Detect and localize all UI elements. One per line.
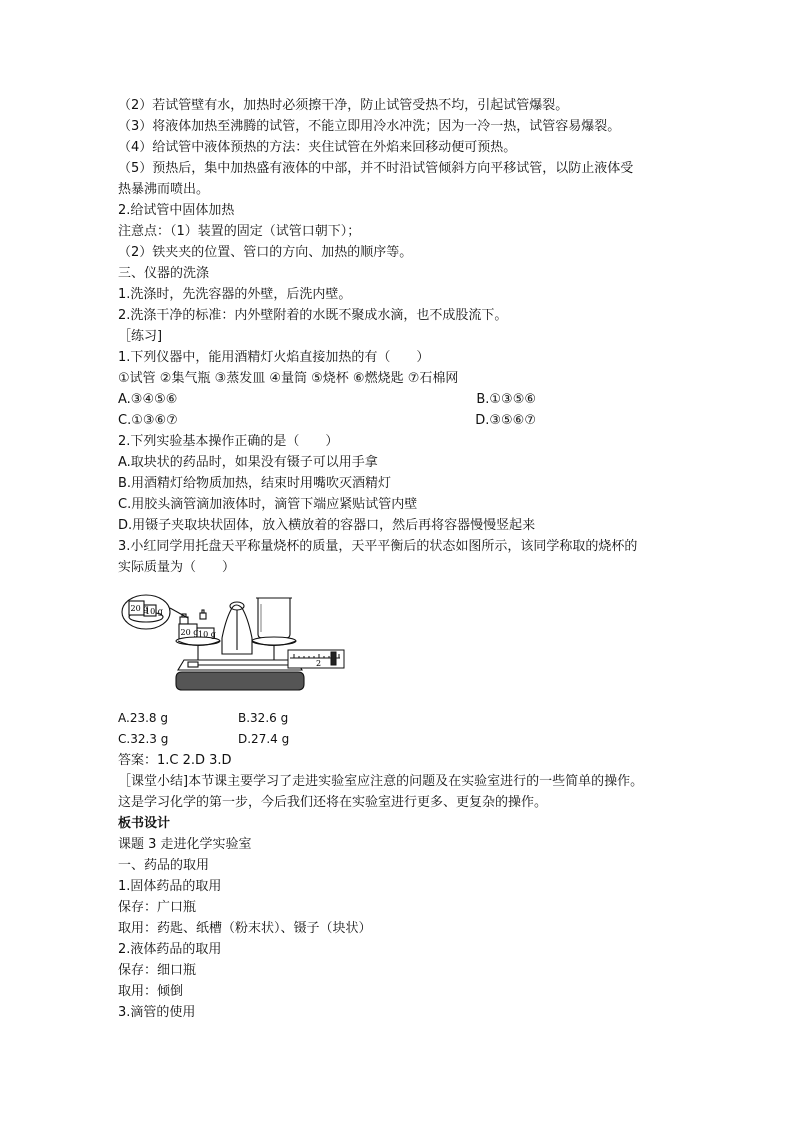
- balance-illustration: [118, 584, 358, 704]
- weight-label-20: 20 g: [180, 628, 199, 637]
- question-stem: 3.小红同学用托盘天平称量烧杯的质量，天平平衡后的状态如图所示，该同学称取的烧杯的: [118, 539, 638, 554]
- text-line: （5）预热后，集中加热盛有液体的中部，并不时沿试管倾斜方向平移试管，以防止液体受: [118, 161, 634, 176]
- text-line: （2）若试管壁有水，加热时必须擦干净，防止试管受热不均，引起试管爆裂。: [118, 98, 569, 113]
- scale-label-2: 2: [316, 659, 322, 668]
- weight-label-10: 10 g: [198, 630, 216, 639]
- text-line: （3）将液体加热至沸腾的试管，不能立即用冷水冲洗；因为一冷一热，试管容易爆裂。: [118, 119, 621, 134]
- question-items: ①试管 ②集气瓶 ③蒸发皿 ④量筒 ⑤烧杯 ⑥燃烧匙 ⑦石棉网: [118, 371, 459, 386]
- question-2: [118, 431, 688, 536]
- option-c: C.用胶头滴管滴加液体时，滴管下端应紧贴试管内壁: [118, 497, 418, 512]
- document-page: [118, 95, 688, 1023]
- exercise-heading: ［练习]: [118, 329, 163, 344]
- option-c: C.32.3 g: [118, 732, 169, 746]
- option-d: D.③⑤⑥⑦: [475, 413, 536, 428]
- summary-line: 这是学习化学的第一步，今后我们还将在实验室进行更多、更复杂的操作。: [118, 795, 548, 810]
- section-heading: 2.给试管中固体加热: [118, 203, 235, 218]
- text-block-bottom: [118, 834, 688, 1023]
- board-design-heading: 板书设计: [118, 816, 171, 831]
- text-block-top: [118, 95, 688, 389]
- scale-label-3: 3: [337, 659, 343, 668]
- question-stem: 2.下列实验基本操作正确的是（ ）: [118, 434, 339, 449]
- text-line: 1.洗涤时，先洗容器的外壁，后洗内壁。: [118, 287, 352, 302]
- text-line: 保存：细口瓶: [118, 963, 197, 978]
- text-line: 热暴沸而喷出。: [118, 182, 210, 197]
- text-line: 2.洗涤干净的标准：内外壁附着的水既不聚成水滴，也不成股流下。: [118, 308, 508, 323]
- option-row: [118, 389, 536, 410]
- question-stem: 实际质量为（ ）: [118, 560, 236, 575]
- text-line: 取用：倾倒: [118, 984, 184, 999]
- text-line: 保存：广口瓶: [118, 900, 197, 915]
- question-stem: 1.下列仪器中，能用酒精灯火焰直接加热的有（ ）: [118, 350, 430, 365]
- text-line: 3.滴管的使用: [118, 1005, 196, 1020]
- text-line: 注意点：（1）装置的固定（试管口朝下）；: [118, 224, 361, 239]
- weight-label-20: 20 g: [130, 604, 149, 613]
- balance-beam: [222, 602, 252, 654]
- option-row: [118, 729, 688, 750]
- option-d: D.用镊子夹取块状固体，放入横放着的容器口，然后再将容器慢慢竖起来: [118, 518, 536, 533]
- balance-figure: [118, 584, 358, 704]
- option-a: A.23.8 g: [118, 711, 168, 725]
- option-b: B.用酒精灯给物质加热，结束时用嘴吹灭酒精灯: [118, 476, 392, 491]
- answer-line: 答案：1.C 2.D 3.D: [118, 753, 232, 768]
- text-line: 2.液体药品的取用: [118, 942, 222, 957]
- option-row: [118, 708, 688, 729]
- text-line: 课题 3 走进化学实验室: [118, 837, 252, 852]
- option-a: A.③④⑤⑥: [118, 392, 178, 407]
- option-b: B.①③⑤⑥: [476, 392, 536, 407]
- option-a: A.取块状的药品时，如果没有镊子可以用手拿: [118, 455, 378, 470]
- question-3: [118, 536, 688, 750]
- weight-label-10: 10 g: [145, 607, 163, 616]
- option-b: B.32.6 g: [238, 711, 289, 725]
- text-line: （4）给试管中液体预热的方法：夹住试管在外焰来回移动便可预热。: [118, 140, 517, 155]
- option-c: C.①③⑥⑦: [118, 413, 178, 428]
- section-heading: 三、仪器的洗涤: [118, 266, 210, 281]
- option-d: D.27.4 g: [238, 732, 290, 746]
- option-row: [118, 410, 536, 431]
- text-line: （2）铁夹夹的位置、管口的方向、加热的顺序等。: [118, 245, 413, 260]
- summary-line: ［课堂小结]本节课主要学习了走进实验室应注意的问题及在实验室进行的一些简单的操作。: [118, 774, 644, 789]
- text-line: 一、药品的取用: [118, 858, 210, 873]
- text-line: 取用：药匙、纸槽（粉末状）、镊子（块状）: [118, 921, 372, 936]
- text-line: 1.固体药品的取用: [118, 879, 222, 894]
- q1-options: [118, 389, 688, 431]
